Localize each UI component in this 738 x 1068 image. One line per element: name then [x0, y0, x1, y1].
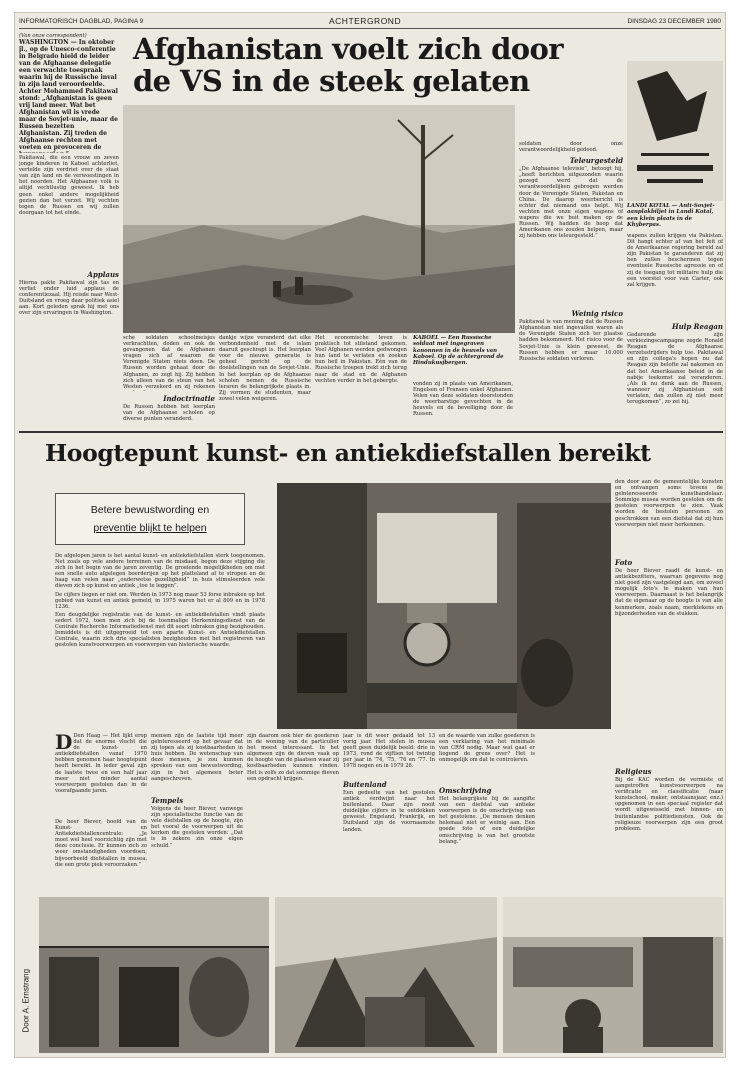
article1-column-6	[519, 141, 623, 427]
section-divider	[19, 431, 723, 433]
article1-correspondent: (Van onze correspondent)	[19, 33, 87, 39]
article2-subhead-buitenland: Buitenland	[343, 780, 387, 789]
article2-intro	[55, 553, 265, 723]
article1-headline: Afghanistan voelt zich door de VS in de steek gelaten	[133, 32, 563, 98]
article1-intro-column	[19, 33, 119, 153]
antique-interior-graphic	[277, 483, 611, 729]
article1-subhead-indoctrinatie: Indoctrinatie	[163, 394, 215, 403]
archive-office-photo	[503, 897, 723, 1053]
article1-photo-caption	[413, 335, 513, 379]
article2-col3-text: zijn daarom ook hier de goederen in de woning van de particulier het meest interessant. In het algemeen zijn de dieven vaak op de hoogte van de plaatsen waar zij kostbaarheden kunnen vinden. Het is zelfs zo dat sommige dieven een opdracht krijgen.	[247, 733, 339, 782]
anti-soviet-poster-photo	[627, 61, 723, 201]
article2-col2b-text: Volgens de heer Biever, vanwege zijn specialistische functie van de vele diefstallen op de hoogte, zijn het vooral de voorwerpen uit de kerken die gestolen worden: „Dat is in zekere zin onze eigen schuld.”	[151, 806, 243, 849]
article1-col6a-text: soldaten door onze verantwoordelijkheid gedood.	[519, 141, 623, 154]
article2-subhead-religieus: Religieus	[615, 767, 652, 776]
article1-col2b-text: De Russen hebben het leerplan van de Afghaanse scholen op diverse punten veranderd.	[123, 404, 215, 423]
header-section: ACHTERGROND	[329, 16, 402, 26]
church-interior-photo	[275, 897, 497, 1053]
article1-subhead-hulp-reagan: Hulp Reagan	[671, 322, 723, 331]
article2-headline: Hoogtepunt kunst- en antiekdiefstallen bereikt	[45, 439, 651, 467]
poster-graphic	[627, 61, 723, 201]
article1-col7-text: wapens zullen krijgen via Pakistan. Dit hangt echter af van het feit of de Amerikaanse regering bereid zal zijn Pakistan te garanderen dat zij hen zullen beschermen tegen eventuele Russische agressie en of zij de toegang tot militaire hulp die een voorstel voor van Carter, ook zal krijgen.	[627, 233, 723, 288]
article1-col1b-text: Hierna pakte Pakitawal zijn tas en verliet onder luid applaus de conferentiezaal. Hij reisde naar West-Duitsland en vroeg daar politiek asiel aan. Kort geleden sprak hij met ons over zijn ervaringen in Washington.	[19, 280, 119, 317]
callout-line-2: preventie blijkt te helpen	[93, 522, 207, 534]
article1-column-5	[413, 381, 513, 427]
article1-column-7	[627, 233, 723, 427]
newspaper-page	[14, 12, 726, 1058]
article1-column-3	[219, 335, 311, 427]
article2-col5-text: en de waarde van zulke goederen is een verklaring van het minimale van CRM nodig. Maar wat gaat er liegend de grens over? Het is onmogelijk om dat te controleren.	[439, 733, 535, 764]
kabul-landscape-graphic	[123, 105, 515, 333]
article2-col1b-text: De heer Biever, hoofd van de Kunst- en Antiekdiefstallencentrale: „Je moet wel heel voorzichtig zijn met deze conclusie. Er kunnen zich zo weer omstandigheden voordoen, bijvoorbeeld diefstallen in musea, die een grote piek veroorzaken.”	[55, 819, 147, 868]
article2-byline	[19, 893, 31, 1043]
article2-column-1	[55, 733, 147, 893]
article1-col6b-text: Pakitawal is van mening dat de Russen Afghanistan niet ingevallen waren als de Verenigde Staten zich ter plaatse hadden bekommerd. Het risico voor de Sovjet-Unie is klein geweest, de Russen hebben er maar 10.000 Russische soldaten verloren.	[519, 319, 623, 362]
article2-col1-body: Den Haag — Het lijkt erop dat de enorme vlucht die de kunst- en antiekdiefstallen vanaf 1970 hebben genomen haar hoogtepunt heeft bereikt. In ieder geval zijn de laatste twee en een half jaar meer niet minder aantal voorwerpen gestolen dan in de voorafgaande jaren.	[55, 733, 147, 794]
article2-col6c-text: Bij de KAC worden de vermiste of aangetroffen kunstvoorwerpen na verificatie en classificatie (naar kunstschool, maker, ontstaansjaar, enz.) opgenomen in een speciaal register dat wordt uitgewisseld met binnen- en buitenlandse politiediensten. Ook de religieuze voorwerpen zijn een groot probleem.	[615, 777, 723, 832]
article2-column-3	[247, 733, 339, 893]
article2-col2-text: mensen zijn de laatste tijd meer geïnteresseerd op het gevaar dat zij lopen als zij kostbaarheden in huis hebben. De wetenschap van deze mensen, je zou kunnen spreken van een bewustwording, zijn in het algemeen beter aangeschreven.	[151, 733, 243, 782]
article2-column-5	[439, 733, 535, 893]
article2-col4-text: jaar is dit weer gedaald tot 13 vorig jaar. Het stelen in musea geeft geen duidelijk beeld: drie in 1973, rond de vijftien tot twintig per jaar in '74, '75, '76 en '77. In 1978 negen en in 1979 26.	[343, 733, 435, 770]
article1-subhead-teleurgesteld: Teleurgesteld	[569, 156, 623, 166]
article2-subhead-tempels: Tempels	[151, 796, 184, 805]
article2-subhead-foto: Foto	[615, 558, 633, 567]
byline-text: Door A. Ernstrang	[21, 968, 31, 1033]
article1-column-2	[123, 335, 215, 427]
article2-intro3-text: Een deugdelijke registratie van de kunst- en antiekdiefstallen vindt plaats sedert 1972, toen men zich bij de toenmalige Herkenningsdienst van de Centrale Recherche Informatiedienst met dit soort inbraken ging bezighouden. Inmiddels is dit uitgegroeid tot een aparte Kunst- en Antiekdiefstallen Centrale, waarin zich drie specialisten bezighouden met het registreren van gestolen kunstvoorwerpen en voorwerpen van historische waarde.	[55, 611, 265, 649]
kabul-caption: KABOEL — Een Russische soldaat met ingegraven kanonnen in de heuvels van Kaboel. Op de achtergrond de Hindukusjbergen.	[413, 335, 504, 367]
article2-col5b-text: Het belangrijkste bij de aangifte van een diefstal van antieke voorwerpen is de omschrijving van het gestolene. „De mensen denken helemaal niet er weinig aan. Een goede foto of een duidelijke omschrijving is van het grootste belang.”	[439, 796, 535, 845]
storage-room-photo	[39, 897, 269, 1053]
article2-column-4	[343, 733, 435, 893]
article1-col4-text: Het economische leven is praktisch tot stilstand gekomen. Veel Afghanen werden gedwongen hun land te verlaten en zoeken hun heil in Pakistan. Eén van de Russische troepen trekt zich terug naar de stad en de Afghanen vechten verder in het gebergte.	[315, 335, 407, 384]
poster-caption	[627, 203, 723, 231]
article1-subhead-weinig-risico: Weinig risico	[571, 309, 623, 319]
article1-col5-text: vonden zij in plaats van Amerikanen, Engelsen of Fransen enkel Afghanen. Velen van deze soldaten doorstonden de weerbarstige gevechten in de heuvels en de beveiliging door de Russen.	[413, 381, 513, 418]
article1-intro: WASHINGTON — In oktober jl., op de Unesco-conferentie in Belgrado hield de leider van de Afghaanse delegatie een verwachte toespraak waarin hij de Russische inval in zijn land veroordeelde. Achter Mohammed Pakitawal stond: „Afghanistan is geen vrij land meer. Wat bet Afghanistan wil is vrede maar de Sovjet-unie, maar de Russen bezetten Afghanistan. Zij treden de Afghaanse rechten met voeten en provoceren de	[19, 39, 118, 152]
callout-line-1: Betere bewustwording en	[90, 504, 210, 516]
header-paper-page: INFORMATORISCH DAGBLAD, PAGINA 9	[19, 18, 144, 25]
article1-column-4	[315, 335, 407, 427]
article2-col1-text	[55, 733, 147, 819]
article2-intro-text: De afgelopen jaren is het aantal kunst- en antiekdiefstallen sterk toegenomen. Net zoals op vele andere terreinen van de misdaad, begon deze stijging die zich in het begin van de jaren zeventig. De groeiende mogelijkheden om met een snelle auto afgelegen boerderijen op het platteland af te stropen en de haag van velen naar „ouderwetse gezelligheid” in huis stimuleerden vele dieven zich op kunst en antiek „toe te leggen”.	[55, 553, 265, 590]
article2-column-2	[151, 733, 243, 893]
article2-intro2-text: De cijfers liegen er niet om. Werden in 1973 nog maar 53 forse inbraken op het gebied van kunst en antiek gemeld, in 1975 waren het er al 809 en in 1978 1236.	[55, 591, 265, 610]
landi-kotal-caption: LANDI KOTAL — Anti-Sovjet-aanplakbiljet in Landi Kotal, een klein plaats in de Khyberpas.	[627, 203, 715, 228]
article1-col1-text: Pakitawal, die een vrouw en zeven jonge kinderen in Kaboel achterliet, vertelde zijn verdriet over de staat van zijn land en de verwoestingen in het noorden. Het Afghaanse volk is altijd vechtlustig geweest. Ik heb geen enkel andere mogelijkheid gezien dan het verzet. Wij vechten tegen de Russen en wij zullen doorgaan tot het einde.	[19, 155, 119, 216]
archive-office-graphic	[503, 897, 723, 1053]
article1-col2-text: sche soldaten schoolmeisjes verkrachtten, doden en ook de gevangenen dat de Afghanen vragen zich af waarom de Verenigde Staten niets doen. De Russen worden gehaat door de Afghanen, zo zegt hij. Zij hebben zich alleen van de steun van het Westen verzekerd en zij rekenen	[123, 335, 215, 390]
article2-callout-box	[55, 493, 245, 545]
article2-column-6	[615, 479, 723, 899]
article1-col7b-text: Gedurende zijn verkiezingscampagne zegde Ronald Reagan de Afghaanse verzetsstrijders hulp toe. Pakitawal en zijn collega's hopen nu dat Reagan zijn belofte zal nakomen en dat het Amerikaanse beleid in de nabije toekomst zal veranderen. „Als ik nu denk aan de Russen, wanneer zij Afghanistan ooit verlaten, dan zullen zij niet meer terugkomen”, zo zei hij.	[627, 332, 723, 406]
article1-column-1	[19, 155, 119, 427]
article2-col6-text: den door aan de gemeentelijke kunsten en ontvangen soms tevens de geïnteresseerde kunsthandelaar. Sommige musea worden gestolen om de gestolen voorwerpen te zien. Vaak worden de bestolen personen zo geschrokken van een diefstal dat zij hun voorwerpen niet meer herkennen.	[615, 479, 723, 528]
dropcap-d: D	[55, 733, 73, 754]
page-header	[19, 15, 721, 29]
kabul-soldier-photo	[123, 105, 515, 333]
article2-col4b-text: Een gedeelte van het gestolen antiek verdwijnt naar het buitenland. Daar zijn nooit duidelijke cijfers in te ontdekken geweest. Engeland, Frankrijk, en Duitsland zijn de voornaamste landen.	[343, 790, 435, 833]
antique-clocks-photo	[277, 483, 611, 729]
church-interior-graphic	[275, 897, 497, 1053]
article1-col3-text: dankje wijze veranderd dat elke verbondenheid met de islam daaruit geschrapt is. Het leerplan voor de nieuwe generatie is geheel gericht op de doelstellingen van de Sovjet-Unie. In het leerplan op de Afghaanse scholen nemen de Russische leraren de belangrijkste plaats in. Zij vormen de studenten, maar zowel velen weigeren.	[219, 335, 311, 402]
article2-subhead-omschrijving: Omschrijving	[439, 786, 492, 795]
article2-col6b-text: De heer Biever raadt de kunst- en antiekbezitters, waarvan gegevens nog niet goed zijn vastgelegd aan, om zoveel mogelijk foto's te maken van hun voorwerpen. Daarnaast is het belangrijk dat de eigenaar op de hoogte is van alle kenmerken, zoals naam, merktekens en bijzonderheden van de stukken.	[615, 568, 723, 617]
storage-room-graphic	[39, 897, 269, 1053]
article1-subhead-applaus: Applaus	[87, 270, 119, 279]
header-date: DINSDAG 23 DECEMBER 1980	[627, 18, 721, 25]
article1-col6-text: „De Afghaanse televisie”, betoogt hij, „heeft berichten uitgezonden waarin gezegd werd dat de verantwoordelijken gebrogen werden door de Verenigde Staten, Pakistan en China. De daarop weerbericht is echter dat niemand ons helpt. Wij vechten met onze eigen wapens of wapens die we buit maken op de Russen. Wij hadden de hoop dat Amerikanen ons zouden helpen, maar zij hebben ons teleurgesteld.”	[519, 166, 623, 240]
